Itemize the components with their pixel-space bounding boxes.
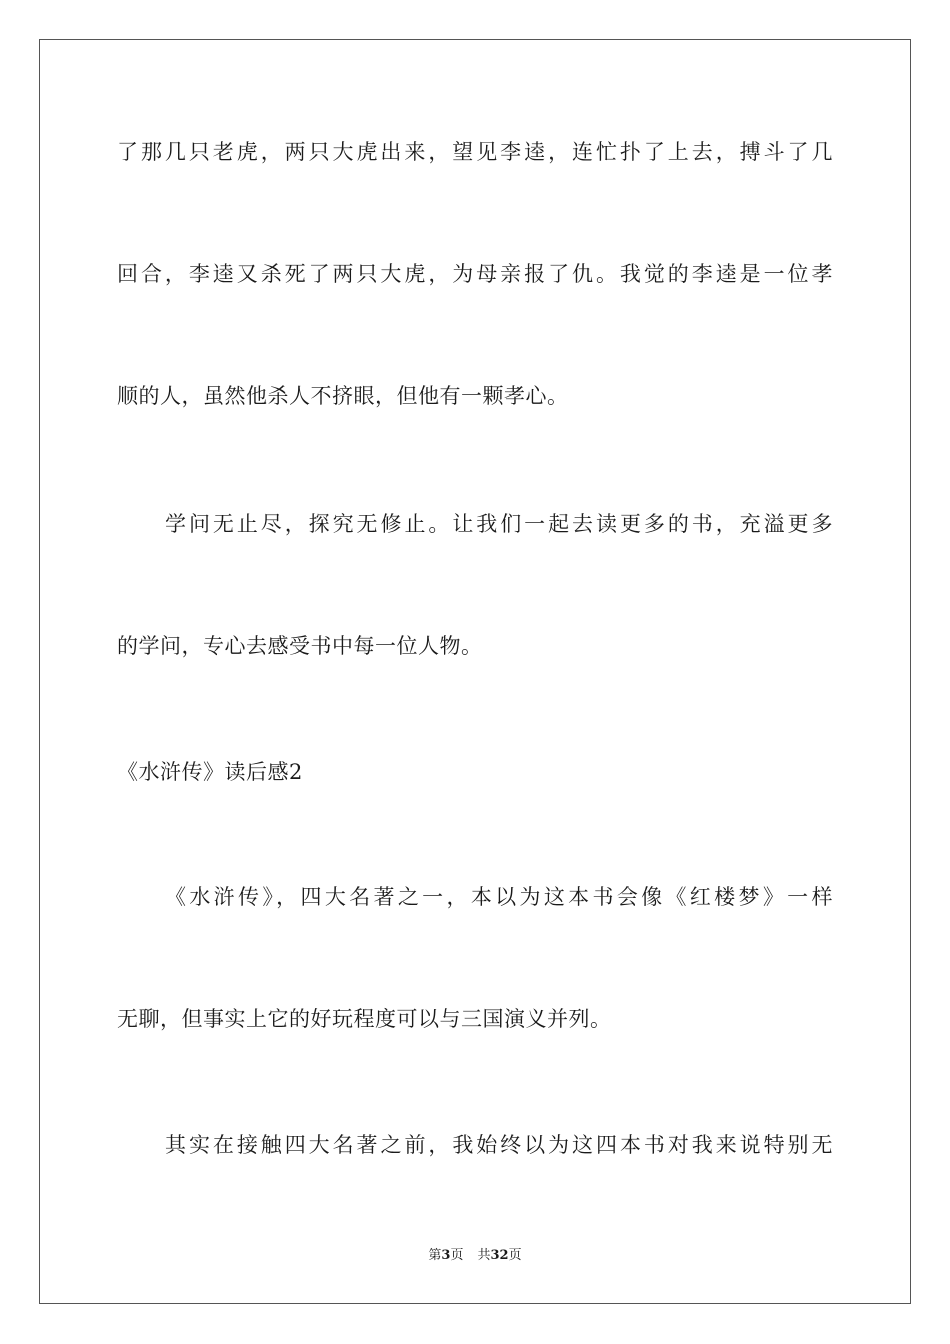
- page-suffix: 页: [450, 1248, 464, 1263]
- body-text-line: 了那几只老虎，两只大虎出来，望见李逵，连忙扑了上去，搏斗了几: [117, 140, 833, 164]
- page-footer: [0, 1246, 950, 1266]
- page-number: 3: [441, 1248, 451, 1263]
- total-suffix: 页: [508, 1248, 522, 1263]
- body-text-line: 无聊，但事实上它的好玩程度可以与三国演义并列。: [117, 1007, 612, 1031]
- total-pages: 32: [490, 1248, 509, 1263]
- body-text-line: 学问无止尽，探究无修止。让我们一起去读更多的书，充溢更多: [165, 512, 833, 536]
- section-heading: 《水浒传》读后感2: [117, 760, 303, 784]
- page-prefix: 第: [428, 1248, 442, 1263]
- body-text-line: 其实在接触四大名著之前，我始终以为这四本书对我来说特别无: [165, 1133, 833, 1157]
- body-text-line: 《水浒传》，四大名著之一，本以为这本书会像《红楼梦》一样: [165, 885, 833, 909]
- body-text-line: 的学问，专心去感受书中每一位人物。: [117, 634, 483, 658]
- body-text-line: 顺的人，虽然他杀人不挤眼，但他有一颗孝心。: [117, 384, 569, 408]
- page-border: [39, 39, 911, 1304]
- total-prefix: 共: [477, 1248, 491, 1263]
- body-text-line: 回合，李逵又杀死了两只大虎，为母亲报了仇。我觉的李逵是一位孝: [117, 262, 833, 286]
